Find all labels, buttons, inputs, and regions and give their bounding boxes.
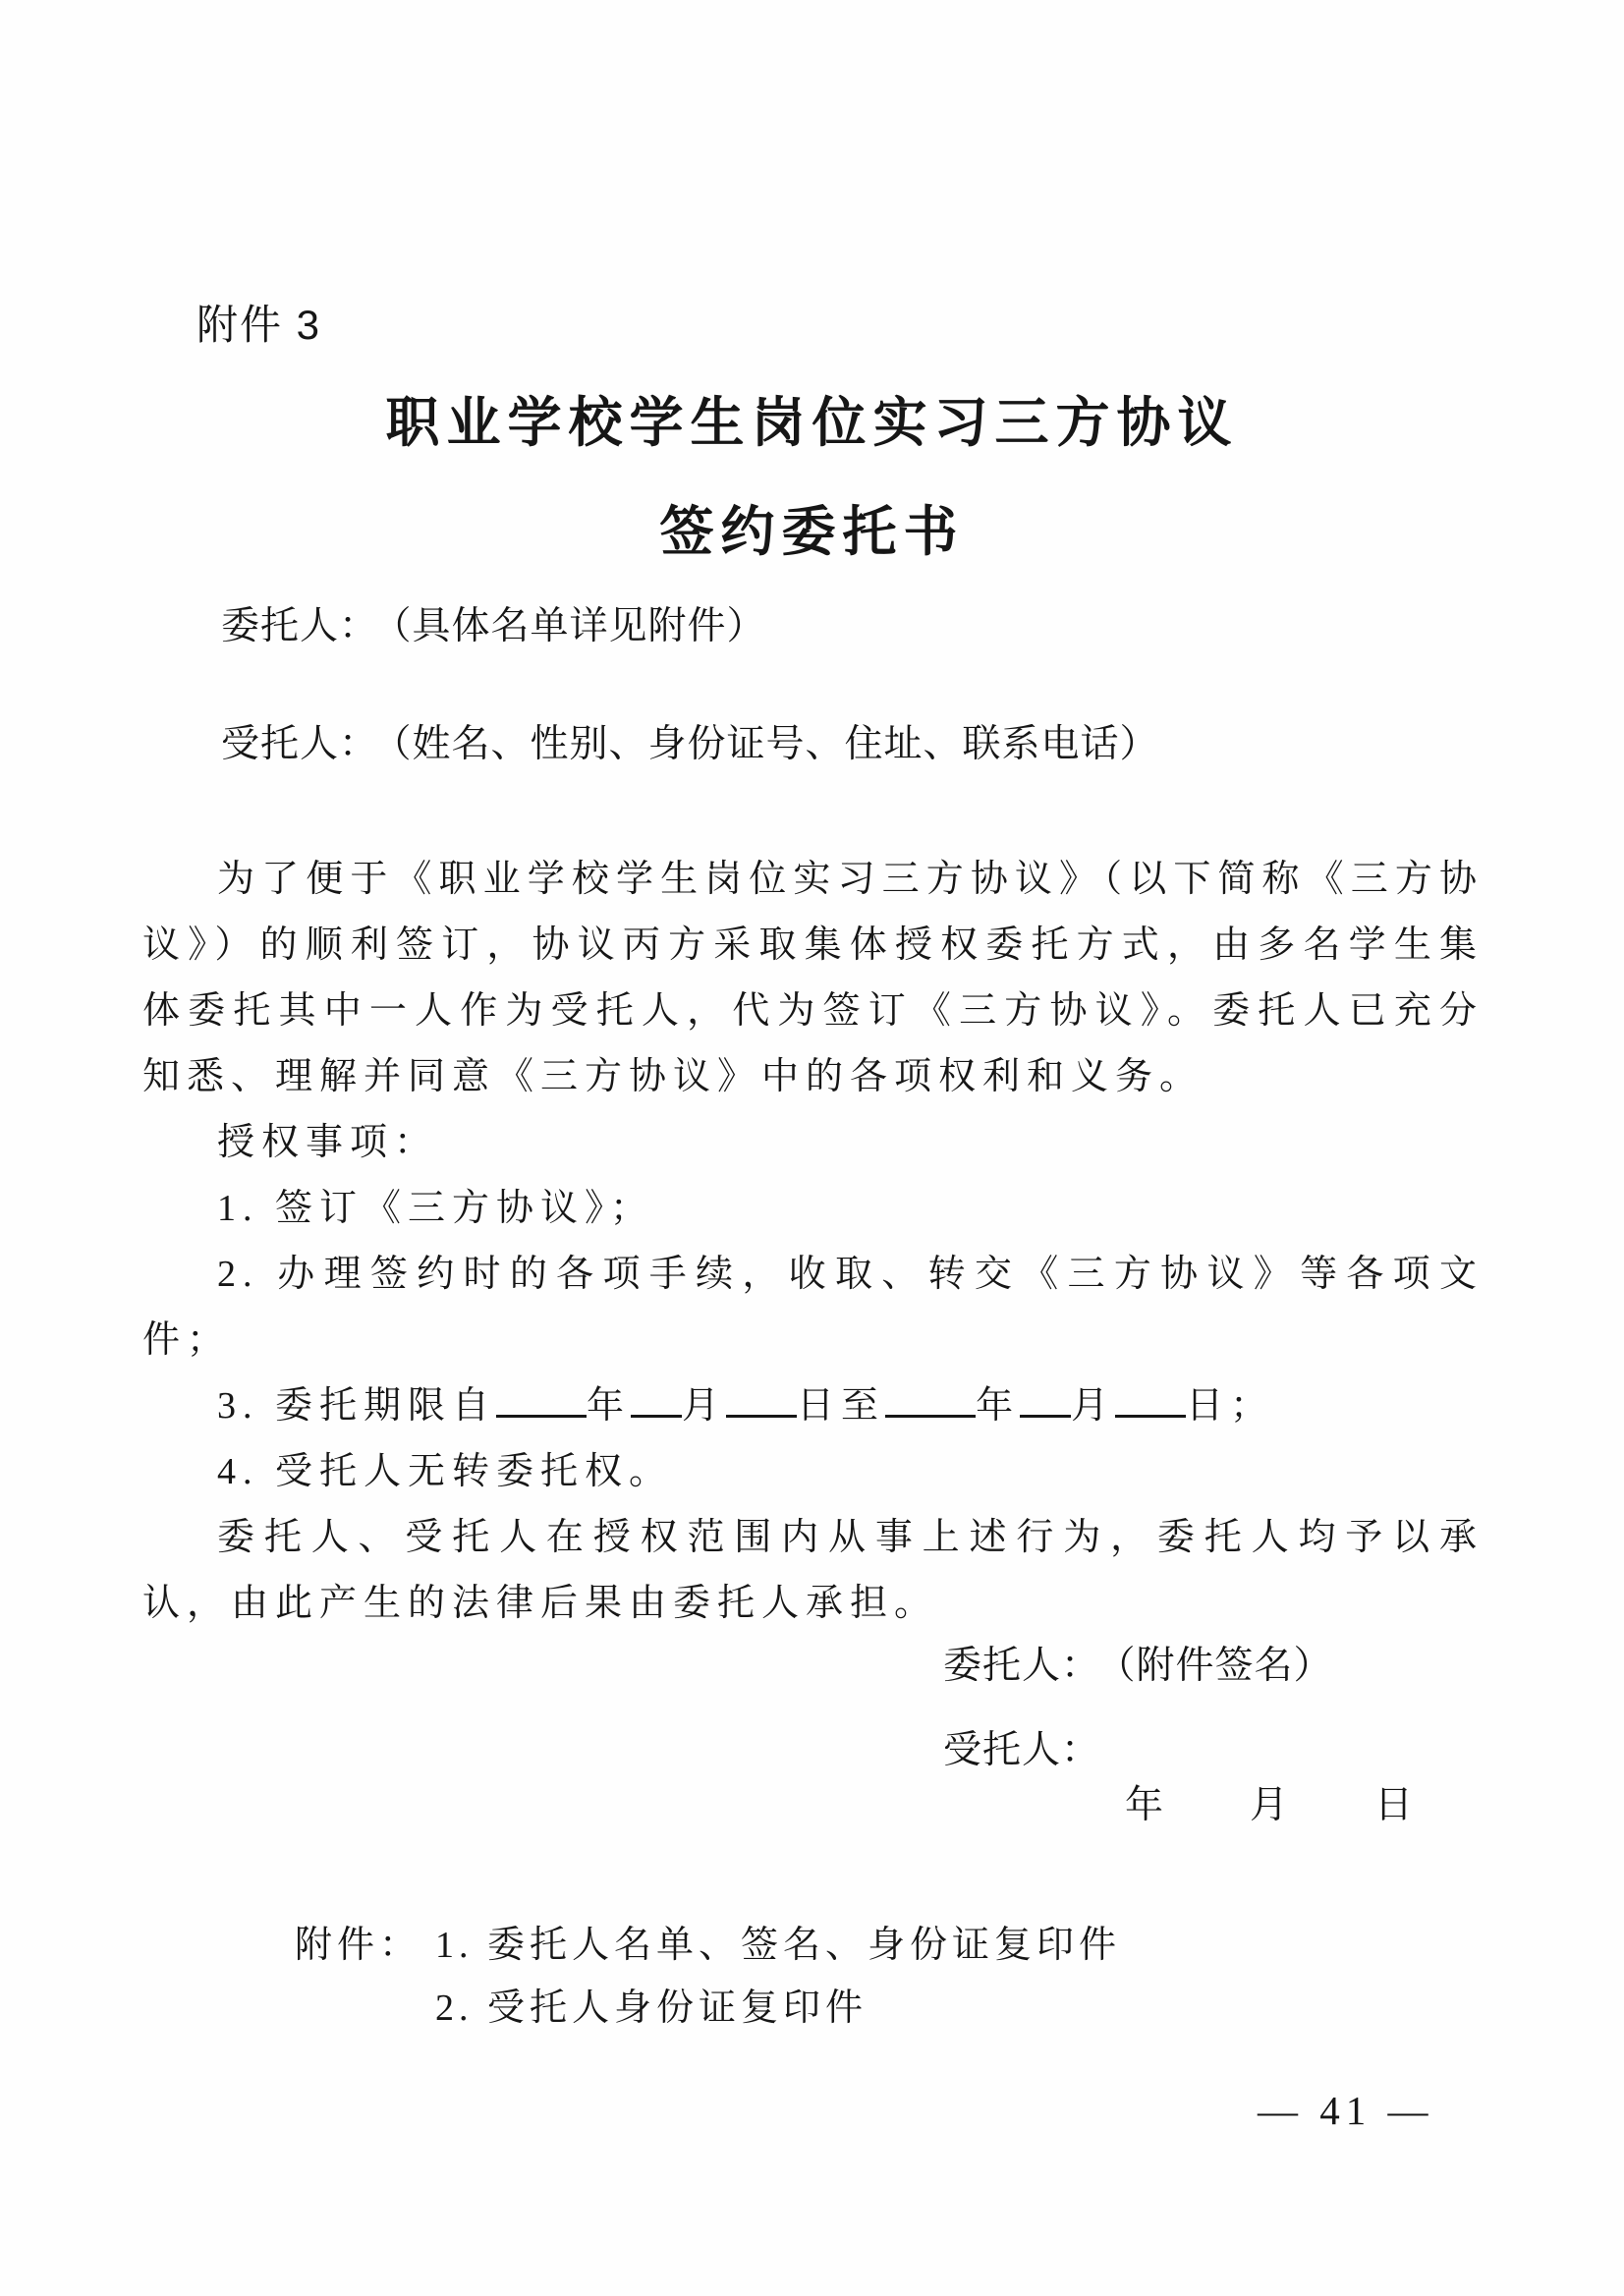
date-day-label: 日 [1374, 1784, 1414, 1826]
blank-month-from [631, 1378, 682, 1418]
item3-year-from-label: 年 [587, 1385, 632, 1427]
principal-line [221, 595, 766, 650]
footer-attachment-item: 2. 受托人身份证复印件 [435, 1988, 868, 2029]
page-number: — 41 — [1258, 2088, 1434, 2133]
item3-year-to-label: 年 [976, 1385, 1021, 1427]
blank-year-to [885, 1378, 976, 1418]
principal-note: （具体名单详见附件） [392, 605, 766, 647]
footer-attachments-label: 附件： [295, 1925, 422, 1966]
signature-date-row [1125, 1774, 1413, 1829]
date-year-label: 年 [1125, 1784, 1164, 1826]
signature-trustee-label: 受托人： [943, 1729, 1101, 1771]
blank-day-to [1115, 1378, 1186, 1418]
authorization-item-2: 2. 办理签约时的各项手续，收取、转交《三方协议》等各项文件； [142, 1254, 1484, 1361]
date-month-label: 月 [1250, 1784, 1289, 1826]
item3-prefix: 3. 委托期限自 [217, 1385, 497, 1427]
attachment-label: 附件 3 [196, 302, 322, 348]
document-title: 职业学校学生岗位实习三方协议 [385, 392, 1239, 453]
authorization-item-4: 4. 受托人无转委托权。 [217, 1451, 674, 1492]
authorization-item-1: 1. 签订《三方协议》； [217, 1188, 655, 1229]
trustee-note: （姓名、性别、身份证号、住址、联系电话） [392, 723, 1159, 765]
item3-month-to-label: 月 [1071, 1385, 1116, 1427]
item3-day-to-label: 日至 [797, 1385, 886, 1427]
item3-month-from-label: 月 [682, 1385, 727, 1427]
principal-label: 委托人： [221, 605, 379, 647]
signature-principal-note: （附件签名） [1116, 1645, 1333, 1687]
signature-trustee-row [943, 1719, 1333, 1774]
blank-month-to [1020, 1378, 1071, 1418]
document-body [142, 847, 1484, 1637]
closing-paragraph: 委托人、受托人在授权范围内从事上述行为，委托人均予以承认，由此产生的法律后果由委托人承担。 [142, 1517, 1484, 1624]
authorization-heading: 授权事项： [217, 1122, 439, 1163]
footer-attachments-items [435, 1914, 1121, 2040]
footer-attachment-item: 1. 委托人名单、签名、身份证复印件 [435, 1925, 1122, 1966]
authorization-item-3 [142, 1373, 1484, 1439]
trustee-label: 受托人： [221, 723, 379, 765]
blank-day-from [726, 1378, 797, 1418]
signature-principal-row [943, 1635, 1333, 1690]
blank-year-from [496, 1378, 587, 1418]
intro-paragraph: 为了便于《职业学校学生岗位实习三方协议》（以下简称《三方协议》）的顺利签订，协议丙方采取集体授权委托方式，由多名学生集体委托其中一人作为受托人，代为签订《三方协议》。委托人已充分知悉、理解并同意《三方协议》中的各项权利和义务。 [142, 859, 1484, 1097]
footer-attachments [295, 1914, 1121, 2040]
item3-day-end-label: 日； [1186, 1385, 1275, 1427]
document-subtitle: 签约委托书 [659, 501, 965, 562]
signature-principal-label: 委托人： [943, 1645, 1101, 1687]
trustee-line [221, 713, 1159, 768]
